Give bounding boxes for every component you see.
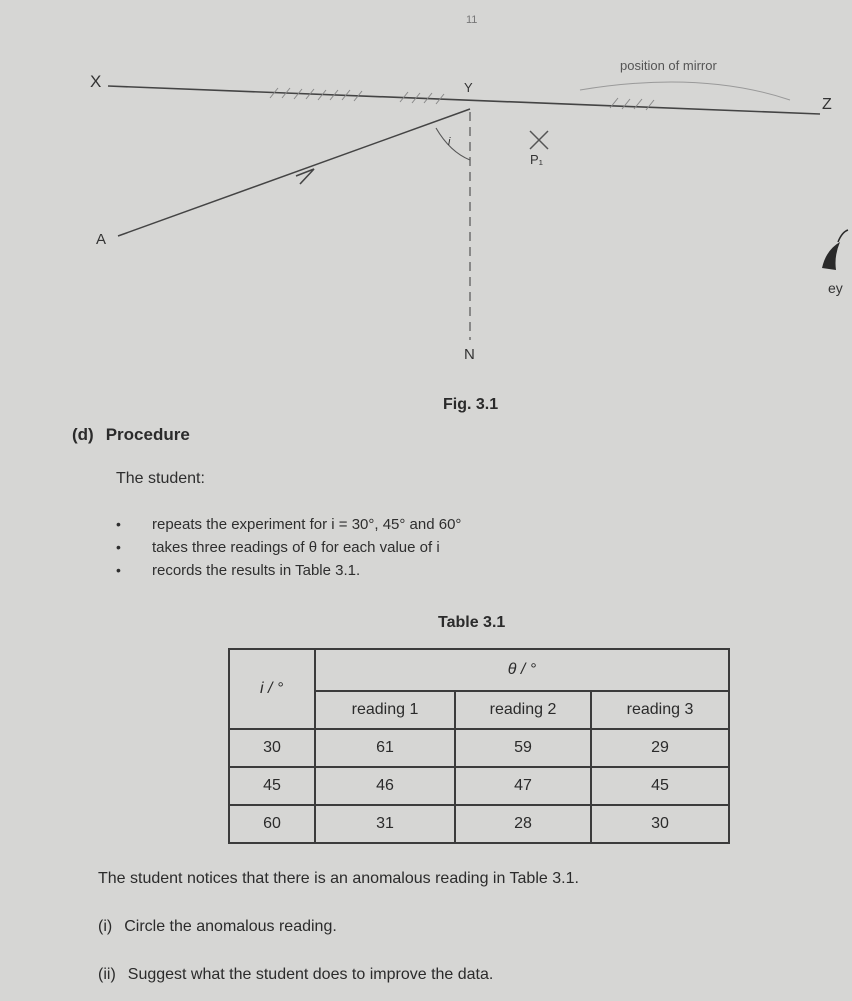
column-header: reading 3 — [591, 691, 729, 729]
table-row — [229, 805, 729, 843]
label-x: X — [90, 72, 102, 91]
list-item: • records the results in Table 3.1. — [116, 559, 461, 582]
table-row — [229, 729, 729, 767]
cell-reading: 31 — [315, 805, 455, 843]
list-item: • takes three readings of θ for each value of i — [116, 536, 461, 559]
label-a: A — [96, 231, 107, 248]
i-header: i / ° — [229, 649, 315, 729]
statement-text: The student notices that there is an anomalous reading in Table 3.1. — [98, 870, 579, 887]
cell-reading: 45 — [591, 767, 729, 805]
cell-i: 45 — [229, 767, 315, 805]
mirror-hatching — [270, 88, 654, 110]
section-heading — [72, 425, 190, 445]
eye-label: ey — [828, 280, 843, 296]
cell-reading: 46 — [315, 767, 455, 805]
cell-reading: 59 — [455, 729, 591, 767]
page-number: 11 — [466, 14, 478, 26]
table-caption: Table 3.1 — [438, 614, 506, 631]
section-title: Procedure — [105, 425, 190, 444]
cell-reading: 61 — [315, 729, 455, 767]
section-number: (d) — [72, 425, 94, 444]
question-tag: (ii) — [98, 966, 116, 983]
cell-i: 30 — [229, 729, 315, 767]
table-row — [229, 767, 729, 805]
question-text: Circle the anomalous reading. — [124, 918, 337, 935]
question-ii — [98, 966, 493, 984]
procedure-list — [116, 513, 461, 582]
figure-caption: Fig. 3.1 — [443, 396, 499, 413]
incident-ray — [118, 109, 470, 236]
cell-reading: 28 — [455, 805, 591, 843]
cell-i: 60 — [229, 805, 315, 843]
cell-reading: 29 — [591, 729, 729, 767]
question-i — [98, 918, 337, 936]
label-i: i — [448, 136, 451, 148]
intro-text: The student: — [116, 470, 205, 487]
cell-reading: 47 — [455, 767, 591, 805]
question-tag: (i) — [98, 918, 113, 935]
table-header-row — [229, 649, 729, 691]
results-table — [228, 648, 730, 844]
angle-arc — [436, 128, 470, 160]
label-y: Y — [464, 80, 473, 95]
theta-header: θ / ° — [315, 649, 729, 691]
label-z: Z — [822, 96, 832, 113]
pin-p1-cross-icon — [530, 131, 548, 149]
list-item: • repeats the experiment for i = 30°, 45° and 60° — [116, 513, 461, 536]
column-header: reading 1 — [315, 691, 455, 729]
cell-reading: 30 — [591, 805, 729, 843]
label-p1: P₁ — [530, 152, 544, 167]
label-n: N — [464, 346, 475, 363]
mirror-label: position of mirror — [620, 58, 717, 73]
ray-diagram — [0, 0, 852, 400]
column-header: reading 2 — [455, 691, 591, 729]
question-text: Suggest what the student does to improve the data. — [127, 966, 494, 983]
eye-icon — [822, 230, 848, 270]
mirror-arc — [580, 82, 790, 100]
